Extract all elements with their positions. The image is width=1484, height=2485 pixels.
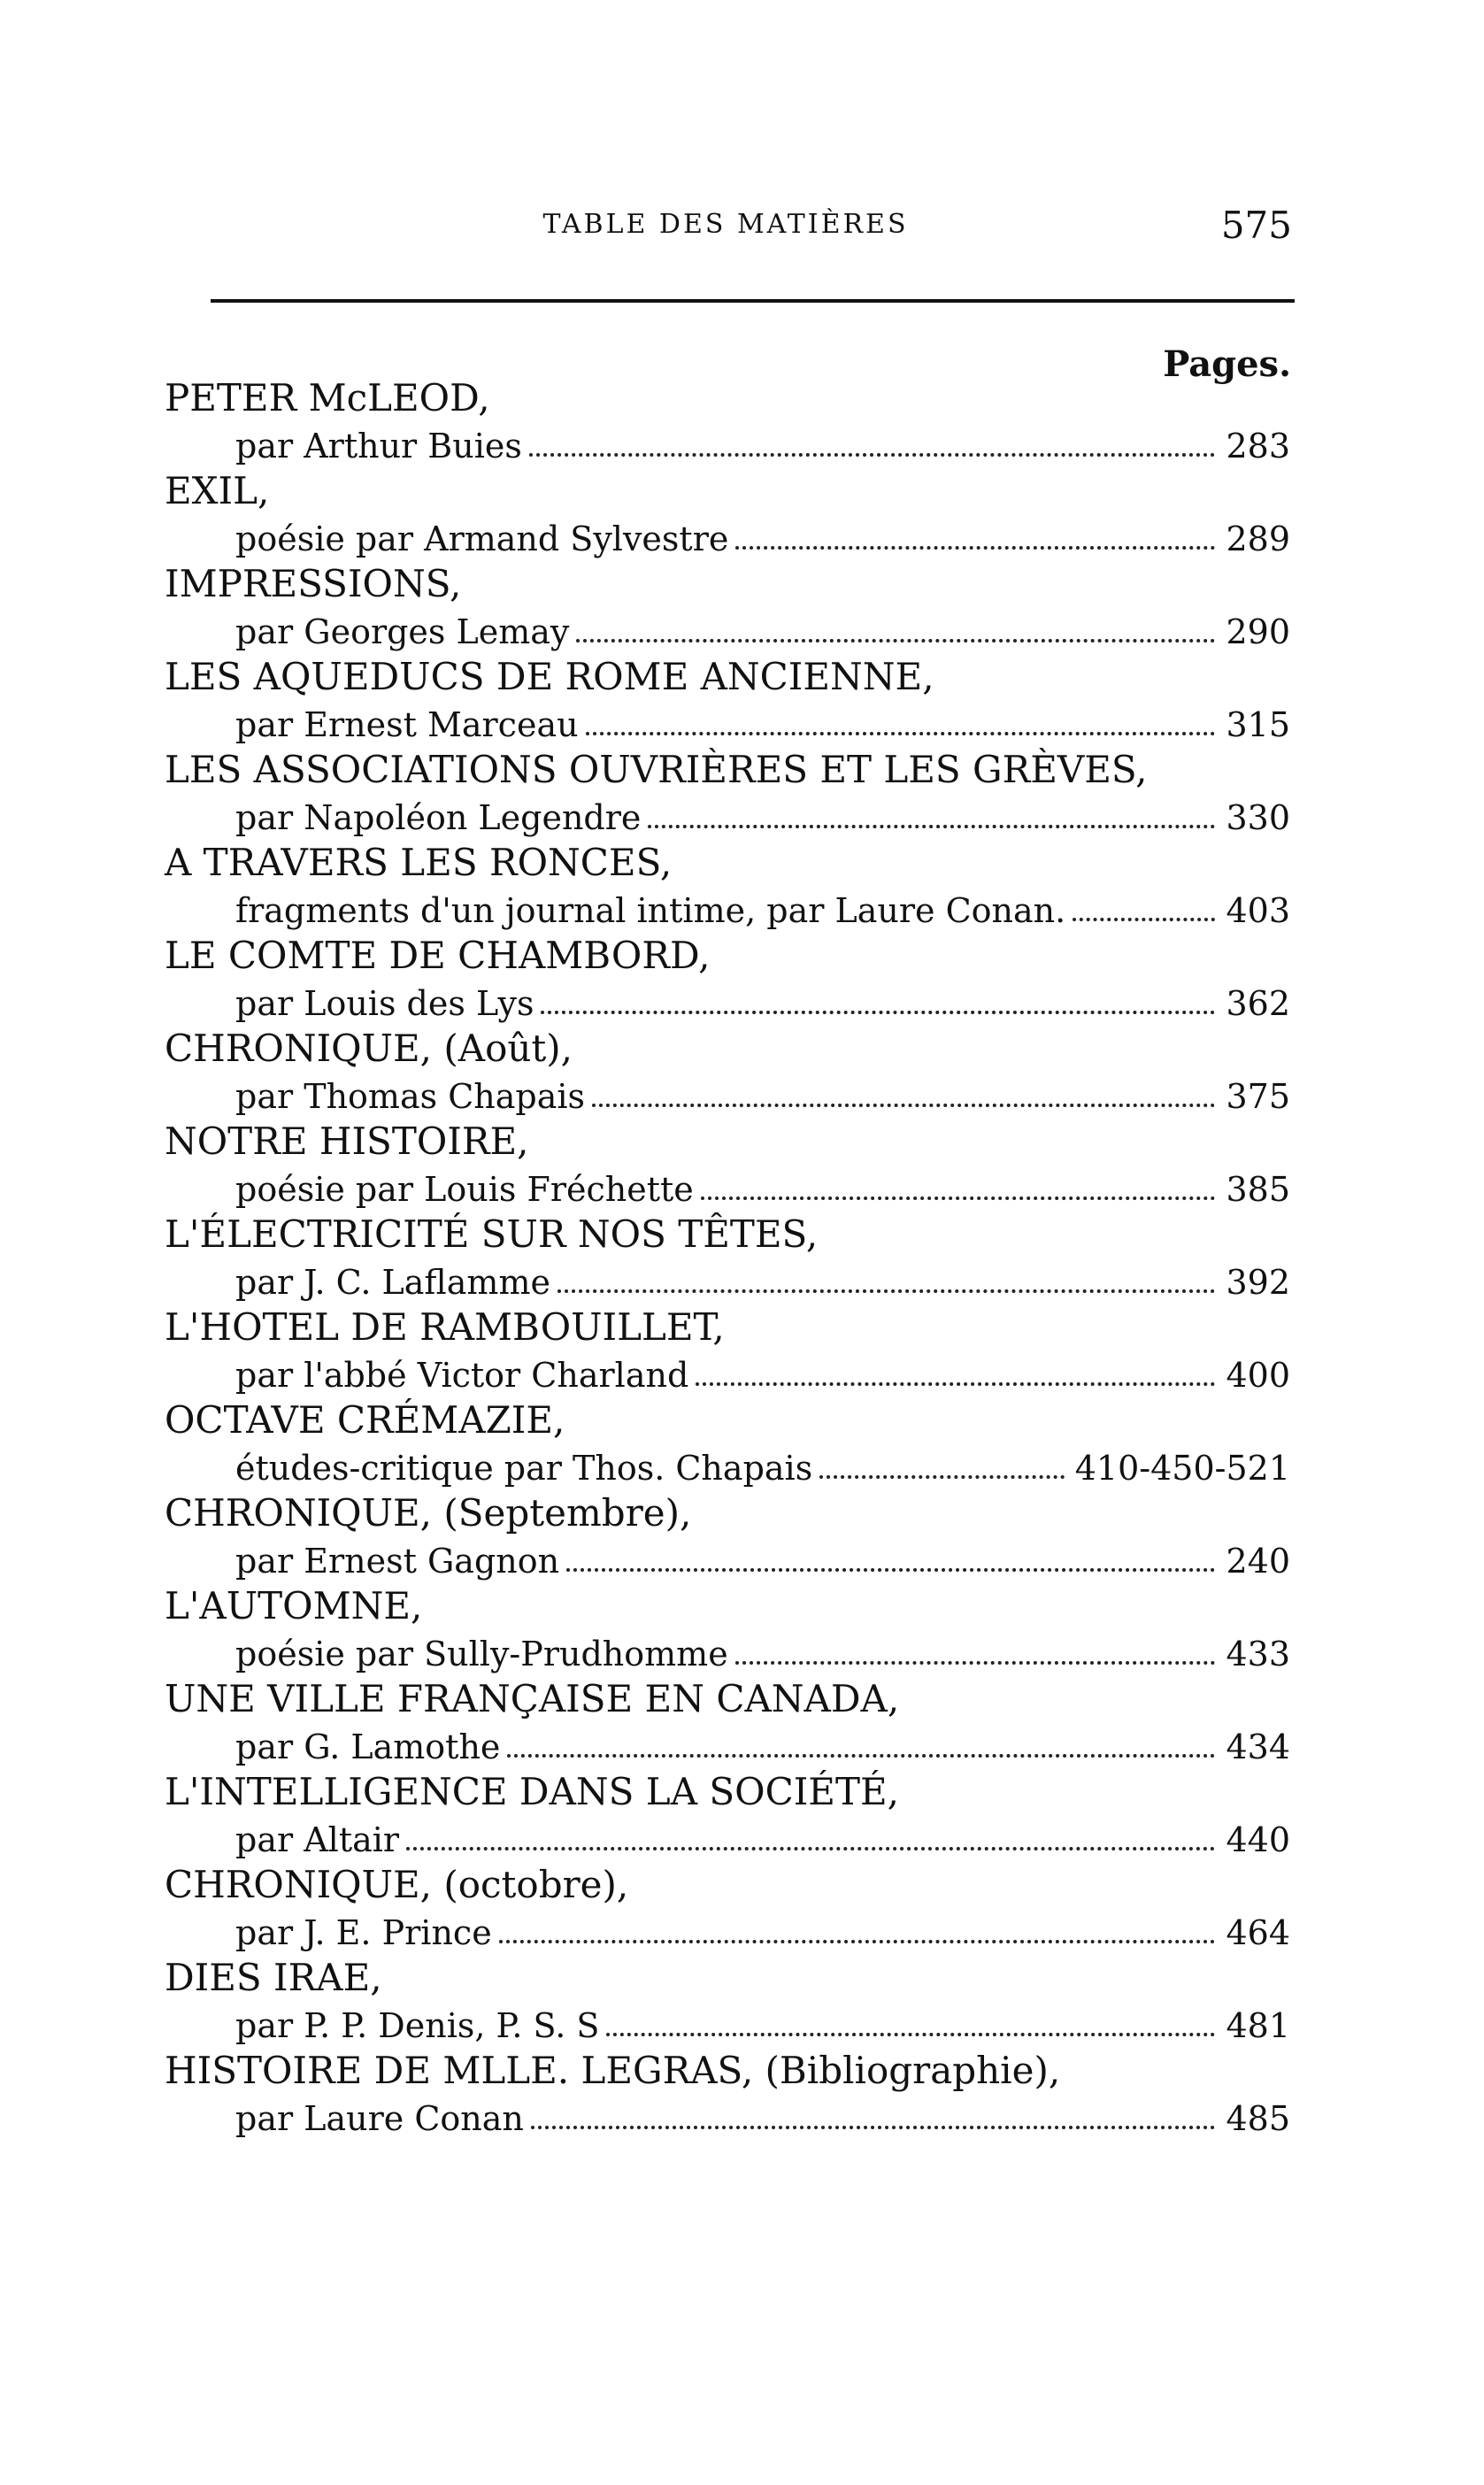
entry-page-number: 362 bbox=[1226, 984, 1290, 1023]
entry-title: EXIL, bbox=[165, 469, 270, 512]
entry-title: HISTOIRE DE MLLE. LEGRAS, (Bibliographie), bbox=[165, 2049, 1061, 2092]
entry-page-number: 485 bbox=[1226, 2099, 1290, 2138]
toc-entry bbox=[159, 1491, 1290, 1584]
entry-page-number: 315 bbox=[1226, 705, 1290, 744]
dot-leader bbox=[735, 546, 1215, 550]
entry-page-number: 433 bbox=[1226, 1635, 1290, 1673]
toc-entry bbox=[159, 562, 1290, 655]
dot-leader bbox=[541, 1011, 1215, 1014]
entry-title: CHRONIQUE, (octobre), bbox=[165, 1863, 629, 1906]
entry-line bbox=[159, 1350, 1290, 1398]
entry-line bbox=[159, 1814, 1290, 1863]
header-rule bbox=[211, 299, 1295, 303]
entry-page-number: 464 bbox=[1226, 1913, 1290, 1952]
dot-leader bbox=[701, 1196, 1216, 1200]
entry-title: CHRONIQUE, (Août), bbox=[165, 1027, 573, 1070]
dot-leader bbox=[592, 1104, 1215, 1107]
entry-page-number: 375 bbox=[1226, 1077, 1290, 1116]
dot-leader bbox=[696, 1382, 1215, 1386]
entry-page-number: 385 bbox=[1226, 1170, 1290, 1209]
entry-title: DIES IRAE, bbox=[165, 1956, 382, 1999]
entry-line bbox=[159, 420, 1290, 469]
entry-author: par G. Lamothe bbox=[235, 1727, 501, 1766]
entry-title: L'ÉLECTRICITÉ SUR NOS TÊTES, bbox=[165, 1212, 819, 1256]
toc-entry bbox=[159, 1770, 1290, 1863]
entry-title: L'INTELLIGENCE DANS LA SOCIÉTÉ, bbox=[165, 1770, 899, 1813]
toc-entry bbox=[159, 1027, 1290, 1119]
entry-line bbox=[159, 792, 1290, 841]
entry-author: par J. C. Laflamme bbox=[235, 1263, 550, 1302]
toc-entry bbox=[159, 2049, 1290, 2142]
entry-author: par Arthur Buies bbox=[235, 427, 522, 465]
entry-line bbox=[159, 1535, 1290, 1584]
running-title: TABLE DES MATIÈRES bbox=[542, 209, 909, 240]
entry-line bbox=[159, 885, 1290, 934]
toc-entry bbox=[159, 748, 1290, 841]
running-head bbox=[159, 204, 1292, 257]
entry-line bbox=[159, 699, 1290, 748]
entry-line bbox=[159, 1443, 1290, 1491]
entry-author: par Napoléon Legendre bbox=[235, 798, 642, 837]
dot-leader bbox=[531, 2126, 1216, 2129]
entry-page-number: 400 bbox=[1226, 1356, 1290, 1395]
toc-entry bbox=[159, 1863, 1290, 1956]
entry-page-number: 240 bbox=[1226, 1542, 1290, 1581]
entry-author: par Georges Lemay bbox=[235, 612, 570, 651]
dot-leader bbox=[735, 1661, 1216, 1665]
entry-page-number: 410-450-521 bbox=[1074, 1449, 1290, 1488]
page-number: 575 bbox=[1220, 204, 1292, 247]
entry-page-number: 403 bbox=[1226, 891, 1290, 930]
table-of-contents bbox=[159, 376, 1290, 2142]
toc-entry bbox=[159, 1212, 1290, 1305]
toc-entry bbox=[159, 1305, 1290, 1398]
toc-entry bbox=[159, 469, 1290, 562]
entry-title: PETER McLEOD, bbox=[165, 376, 490, 419]
entry-title: LES ASSOCIATIONS OUVRIÈRES ET LES GRÈVES, bbox=[165, 748, 1148, 791]
toc-entry bbox=[159, 1119, 1290, 1212]
entry-title: OCTAVE CRÉMAZIE, bbox=[165, 1398, 565, 1442]
dot-leader bbox=[606, 2033, 1215, 2036]
pages-column-heading: Pages. bbox=[1163, 343, 1291, 385]
entry-line bbox=[159, 1257, 1290, 1305]
entry-line bbox=[159, 513, 1290, 562]
entry-author: par Thomas Chapais bbox=[235, 1077, 586, 1116]
entry-author: par J. E. Prince bbox=[235, 1913, 492, 1952]
entry-line bbox=[159, 2093, 1290, 2142]
entry-line bbox=[159, 1628, 1290, 1677]
entry-title: L'AUTOMNE, bbox=[165, 1584, 423, 1627]
entry-author: par Louis des Lys bbox=[235, 984, 534, 1023]
entry-title: LE COMTE DE CHAMBORD, bbox=[165, 934, 711, 977]
entry-page-number: 440 bbox=[1226, 1820, 1290, 1859]
entry-line bbox=[159, 1907, 1290, 1956]
dot-leader bbox=[1073, 918, 1215, 921]
dot-leader bbox=[648, 825, 1215, 828]
entry-author: études-critique par Thos. Chapais bbox=[235, 1449, 813, 1488]
entry-author: par Ernest Marceau bbox=[235, 705, 579, 744]
toc-entry bbox=[159, 376, 1290, 469]
dot-leader bbox=[557, 1289, 1215, 1293]
entry-page-number: 330 bbox=[1226, 798, 1290, 837]
entry-author: par Altair bbox=[235, 1820, 400, 1859]
toc-entry bbox=[159, 1677, 1290, 1770]
entry-line bbox=[159, 978, 1290, 1027]
entry-line bbox=[159, 1071, 1290, 1119]
toc-entry bbox=[159, 1956, 1290, 2049]
entry-line bbox=[159, 606, 1290, 655]
entry-author: par P. P. Denis, P. S. S bbox=[235, 2006, 600, 2045]
entry-title: L'HOTEL DE RAMBOUILLET, bbox=[165, 1305, 725, 1349]
entry-page-number: 290 bbox=[1226, 612, 1290, 651]
entry-line bbox=[159, 1164, 1290, 1212]
entry-page-number: 481 bbox=[1226, 2006, 1290, 2045]
dot-leader bbox=[566, 1568, 1215, 1572]
entry-author: poésie par Sully-Prudhomme bbox=[235, 1635, 728, 1673]
toc-entry bbox=[159, 841, 1290, 934]
entry-author: poésie par Louis Fréchette bbox=[235, 1170, 694, 1209]
entry-title: LES AQUEDUCS DE ROME ANCIENNE, bbox=[165, 655, 934, 698]
dot-leader bbox=[507, 1754, 1215, 1758]
dot-leader bbox=[406, 1847, 1215, 1850]
entry-line bbox=[159, 1721, 1290, 1770]
entry-author: par l'abbé Victor Charland bbox=[235, 1356, 689, 1395]
entry-title: UNE VILLE FRANÇAISE EN CANADA, bbox=[165, 1677, 900, 1720]
dot-leader bbox=[576, 639, 1215, 642]
toc-entry bbox=[159, 1398, 1290, 1491]
dot-leader bbox=[819, 1475, 1065, 1479]
entry-author: poésie par Armand Sylvestre bbox=[235, 519, 729, 558]
entry-title: IMPRESSIONS, bbox=[165, 562, 462, 605]
dot-leader bbox=[586, 732, 1216, 735]
entry-author: par Laure Conan bbox=[235, 2099, 524, 2138]
dot-leader bbox=[499, 1940, 1216, 1943]
entry-page-number: 392 bbox=[1226, 1263, 1290, 1302]
entry-author: fragments d'un journal intime, par Laure Conan. bbox=[235, 891, 1066, 930]
entry-title: NOTRE HISTOIRE, bbox=[165, 1119, 529, 1163]
entry-page-number: 434 bbox=[1226, 1727, 1290, 1766]
entry-title: CHRONIQUE, (Septembre), bbox=[165, 1491, 692, 1535]
toc-entry bbox=[159, 655, 1290, 748]
toc-entry bbox=[159, 934, 1290, 1027]
entry-page-number: 283 bbox=[1226, 427, 1290, 465]
entry-line bbox=[159, 2000, 1290, 2049]
entry-author: par Ernest Gagnon bbox=[235, 1542, 560, 1581]
entry-title: A TRAVERS LES RONCES, bbox=[165, 841, 673, 884]
dot-leader bbox=[529, 453, 1216, 457]
toc-entry bbox=[159, 1584, 1290, 1677]
entry-page-number: 289 bbox=[1226, 519, 1290, 558]
